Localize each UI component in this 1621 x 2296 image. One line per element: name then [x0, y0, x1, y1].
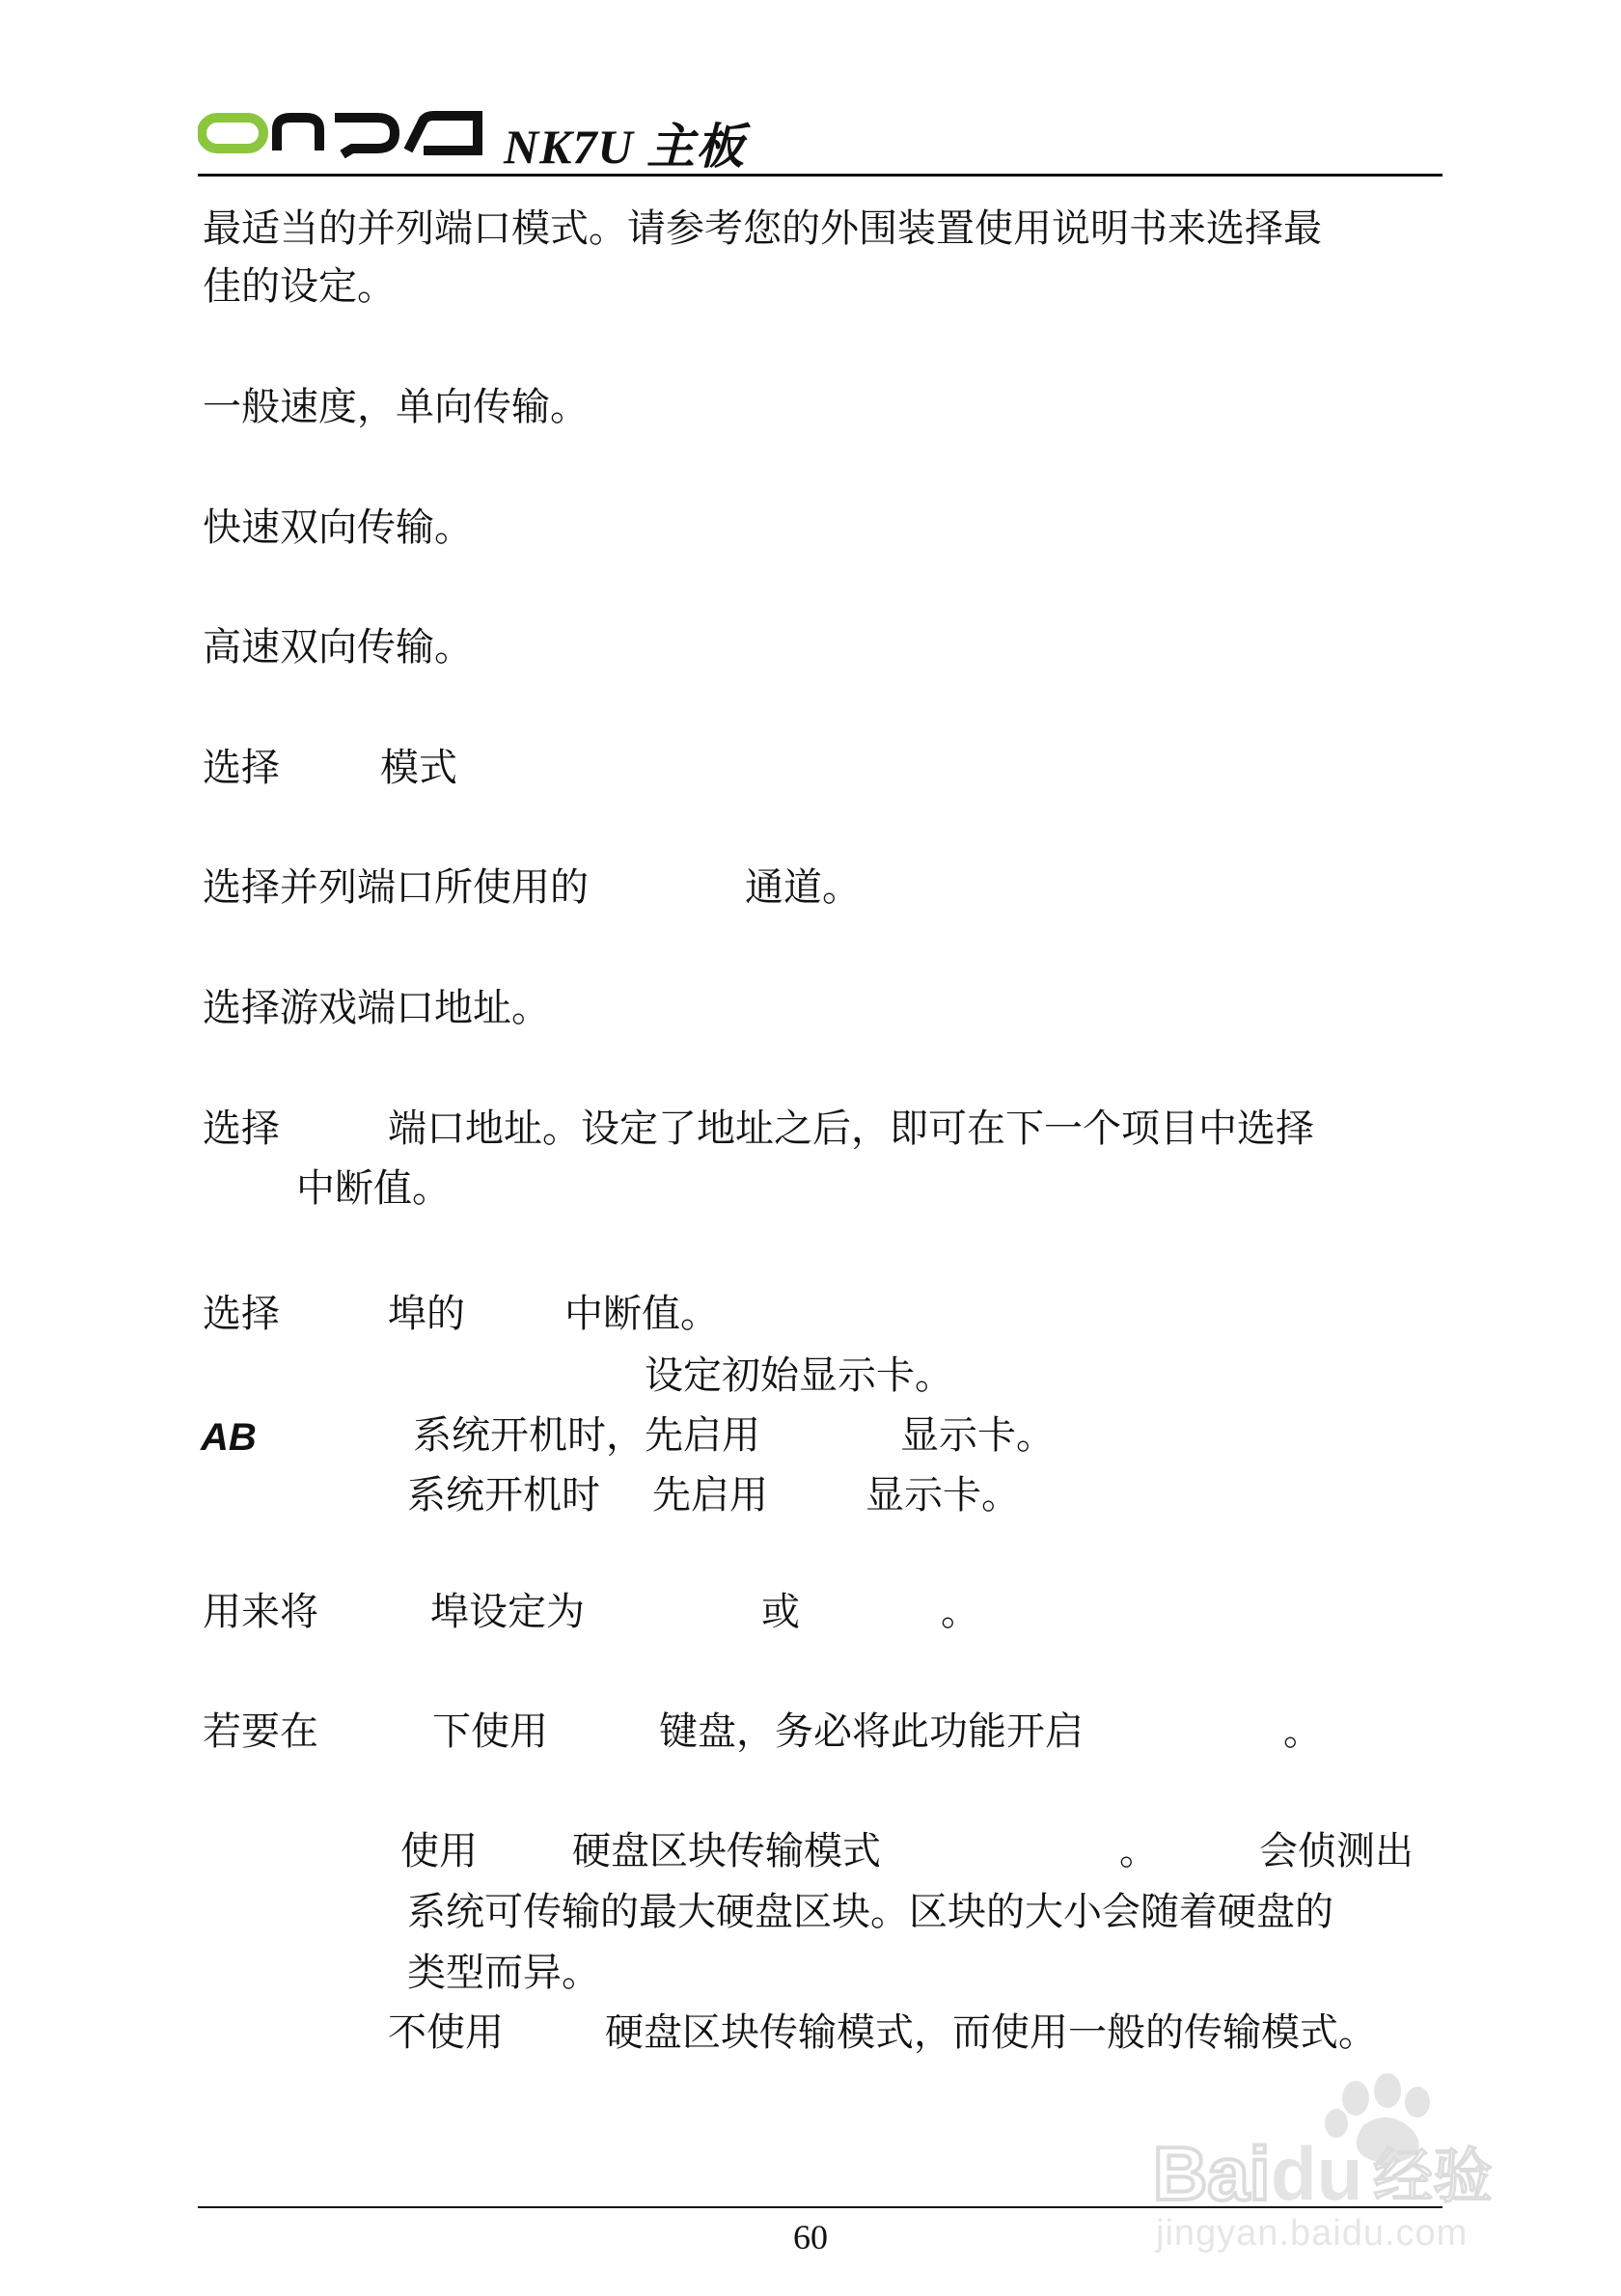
item-text: 选择游戏端口地址。: [203, 986, 550, 1030]
item-text: 端口地址。设定了地址之后，即可在下一个项目中选择: [388, 1107, 1314, 1151]
svg-text:Bai: Bai: [1153, 2131, 1271, 2214]
watermark-url: jingyan.baidu.com: [1156, 2213, 1469, 2254]
option-description: 不使用: [388, 2010, 504, 2055]
model-title: NK7U 主板: [504, 120, 746, 174]
item-text: 埠的: [388, 1292, 465, 1336]
option-description: 硬盘区块传输模式: [572, 1829, 881, 1873]
item-text: 选择并列端口所使用的: [203, 865, 589, 910]
option-description: 使用: [400, 1829, 478, 1873]
paragraph-line: 最适当的并列端口模式。请参考您的外围装置使用说明书来选择最: [203, 206, 1322, 251]
item-text: 用来将: [203, 1590, 318, 1634]
option-description: 系统可传输的最大硬盘区块。区块的大小会随着硬盘的: [407, 1890, 1333, 1934]
option-description: 一般速度，单向传输。: [203, 385, 589, 429]
paragraph-line: 佳的设定。: [203, 264, 396, 309]
item-text: 。: [941, 1590, 979, 1634]
option-description: 快速双向传输。: [203, 506, 473, 550]
item-text: 设定初始显示卡。: [645, 1353, 953, 1398]
item-text: 。: [1283, 1709, 1322, 1754]
svg-text:du: du: [1271, 2131, 1363, 2214]
item-text: 埠设定为: [430, 1590, 585, 1634]
item-text: 下使用: [432, 1709, 548, 1754]
option-description: 硬盘区块传输模式，而使用一般的传输模式。: [605, 2010, 1377, 2055]
option-description: 。: [1119, 1829, 1158, 1873]
onda-logo: [198, 108, 487, 162]
page-number: 60: [793, 2218, 828, 2256]
header-rule: [198, 174, 1442, 177]
item-text: 或: [761, 1590, 800, 1634]
item-text: 中断值。: [296, 1166, 451, 1211]
svg-text:经验: 经验: [1373, 2141, 1494, 2211]
option-description: 高速双向传输。: [203, 625, 473, 670]
option-description: 显示卡。: [865, 1473, 1020, 1517]
item-text: 键盘，务必将此功能开启: [659, 1709, 1084, 1754]
option-description: 显示卡。: [900, 1413, 1055, 1458]
option-description: 类型而异。: [407, 1951, 600, 1995]
item-text: 选择: [203, 1107, 280, 1151]
option-description: 先启用: [652, 1473, 768, 1517]
item-text: 中断值。: [564, 1292, 719, 1336]
item-text: 选择: [203, 746, 280, 790]
item-text: 若要在: [203, 1709, 318, 1754]
item-text: 模式: [380, 746, 457, 790]
item-text: 选择: [203, 1292, 280, 1336]
baidu-jingyan-watermark: [1153, 2069, 1520, 2218]
option-description: 系统开机时: [407, 1473, 600, 1517]
option-description: 会侦测出: [1259, 1829, 1414, 1873]
item-text: 通道。: [745, 865, 861, 910]
option-description: 系统开机时，先启用: [413, 1413, 760, 1458]
option-label-ab: AB: [201, 1416, 257, 1459]
